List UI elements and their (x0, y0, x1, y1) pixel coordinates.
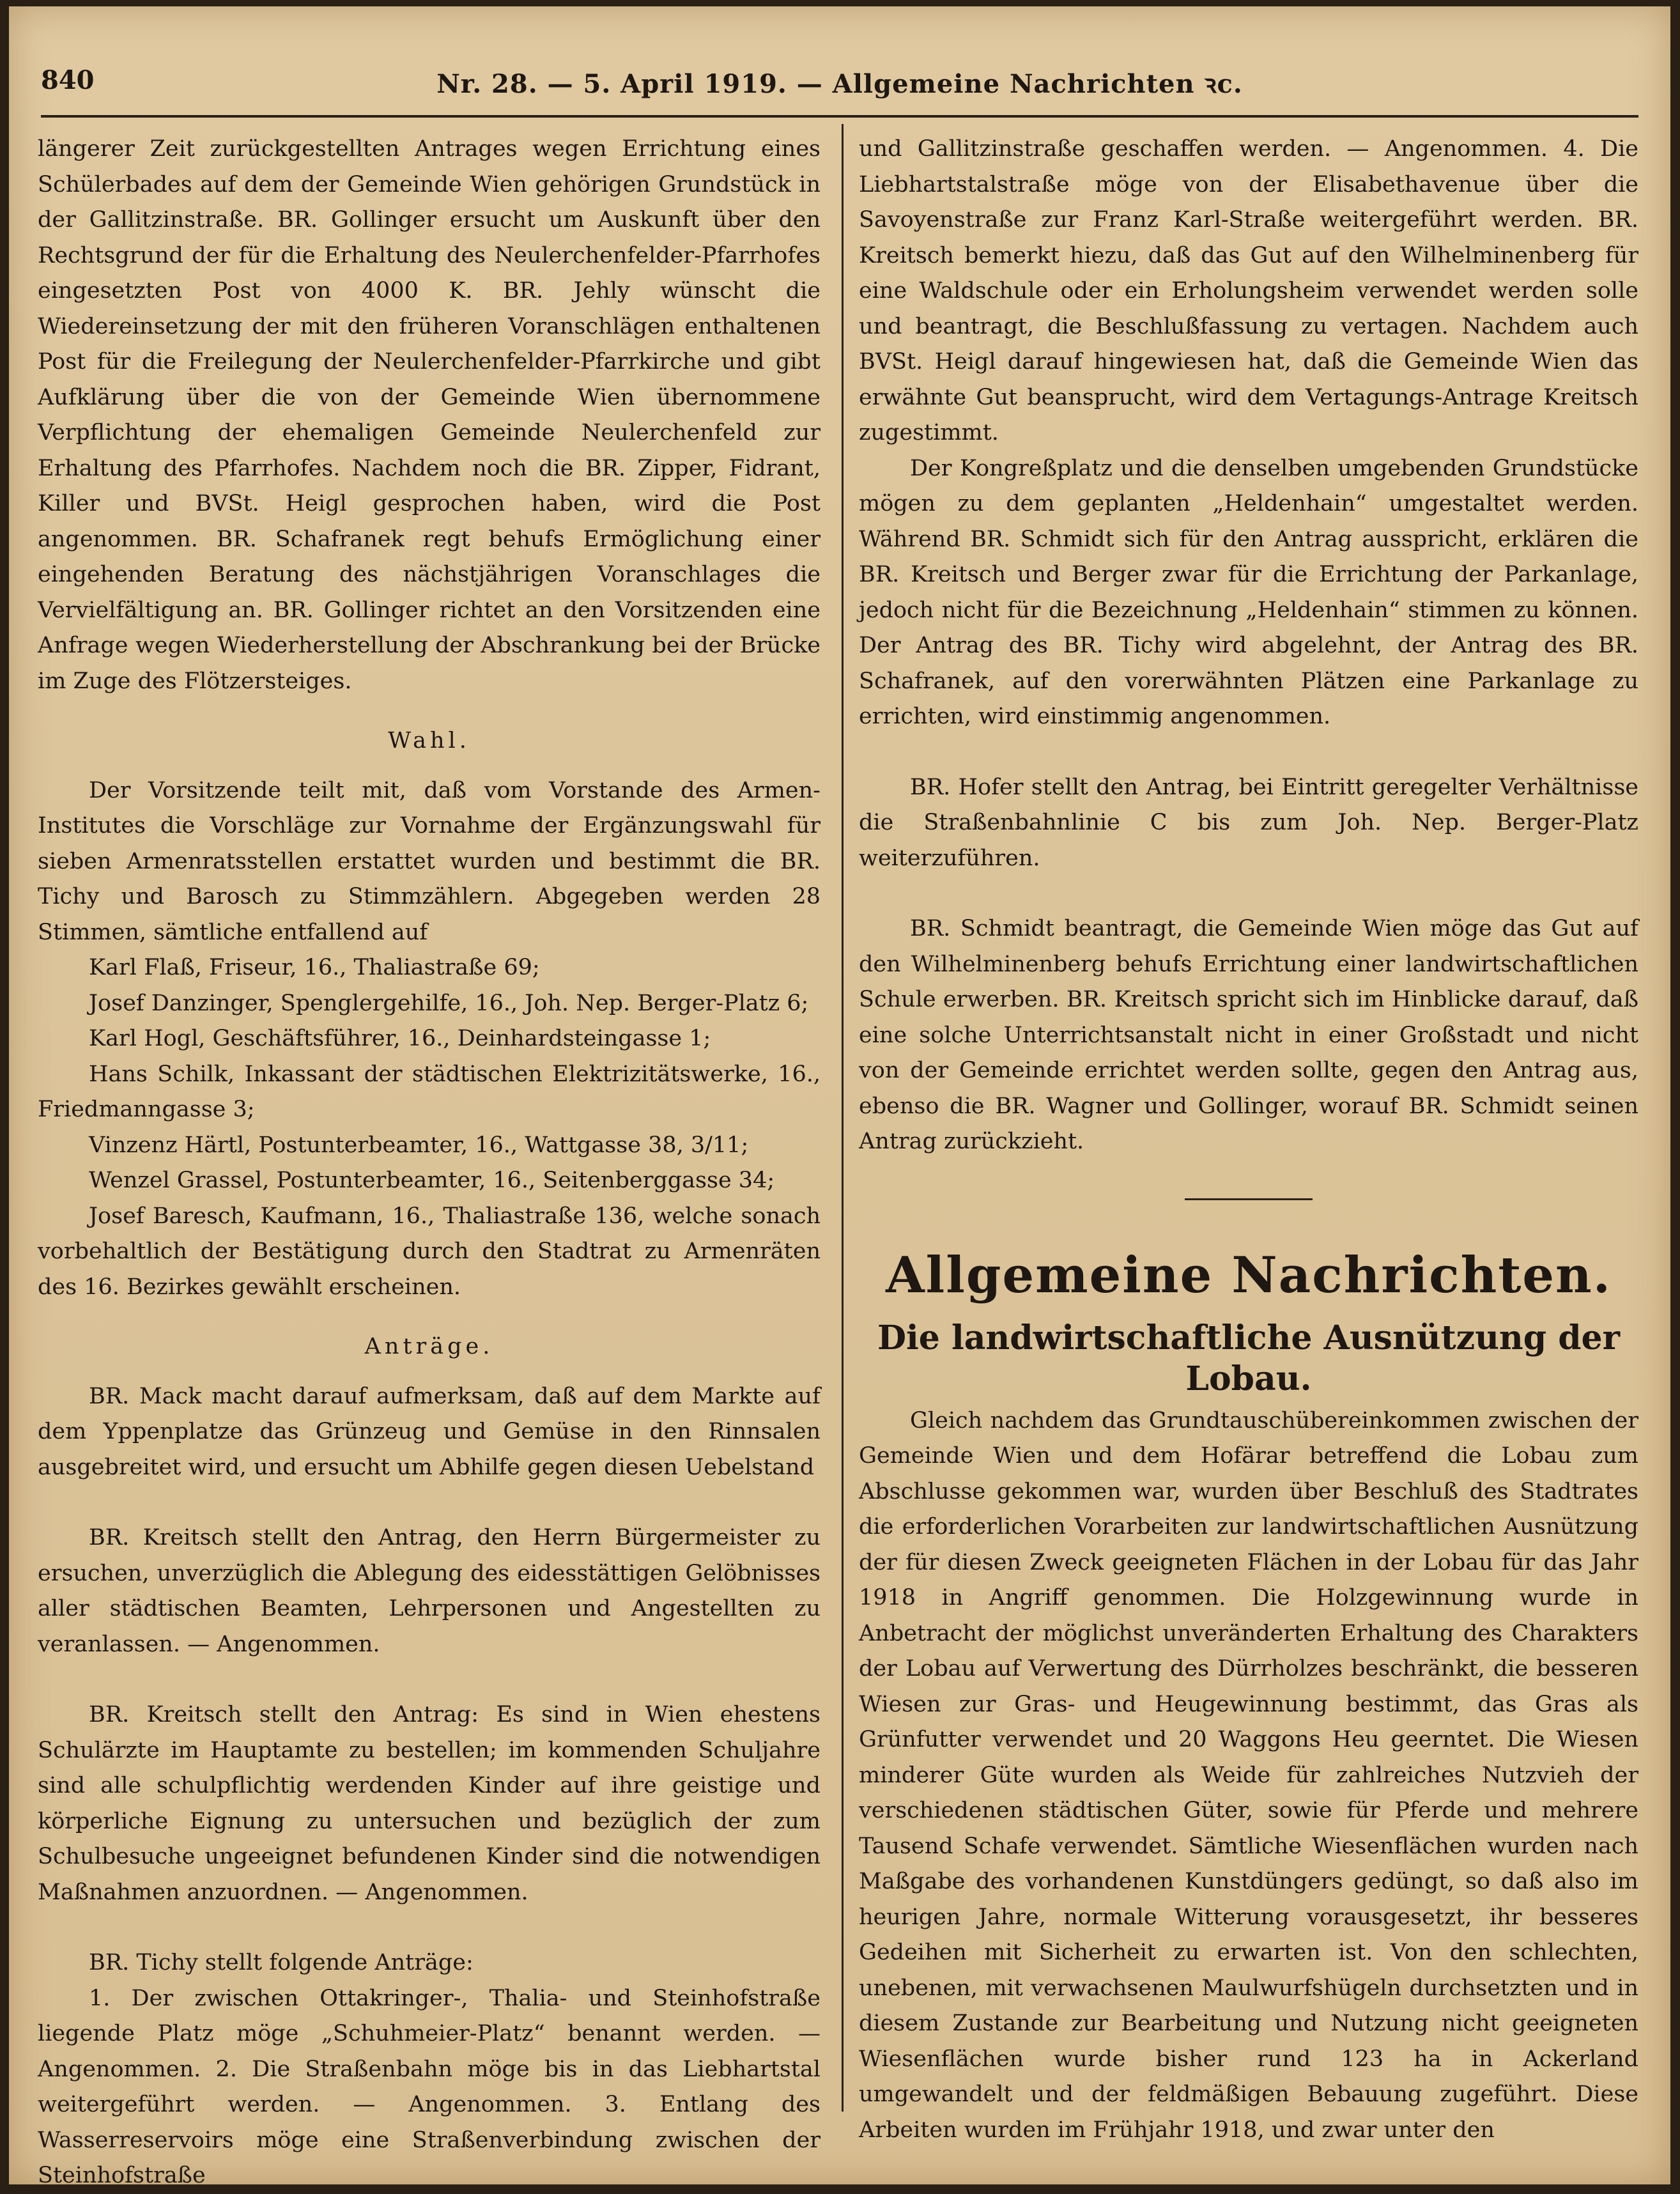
article-title: Die landwirtschaftliche Ausnützung der Lobau. (877, 1318, 1621, 1398)
paragraph: BR. Kreitsch stellt den Antrag: Es sind in Wien ehestens Schulärzte im Hauptamte zu bestellen; im kommenden Schuljahre sind alle schulpflichtig werdenden Kinder auf ihre geistige und körperliche Eignung zu untersuchen und bezüglich der zum Schulbesuche ungeeignet befundenen Kinder sind die notwendigen Maßnahmen anzuordnen. — Angenommen. (38, 1702, 821, 1905)
paragraph: BR. Kreitsch stellt den Antrag, den Herrn Bürgermeister zu ersuchen, unverzüglich die Ablegung des eidesstättigen Gelöbnisses aller städtischen Beamten, Lehrpersonen und Angestellten zu veranlassen. — Angenommen. (38, 1525, 821, 1657)
paragraph: BR. Schmidt beantragt, die Gemeinde Wien möge das Gut auf den Wilhelminenberg behufs Errichtung einer landwirtschaftlichen Schule erwerben. BR. Kreitsch spricht sich im Hinblicke darauf, daß eine solche Unterrichtsanstalt nicht in einer Großstadt und nicht von der Gemeinde errichtet werden sollte, gegen den Antrag aus, ebenso die BR. Wagner und Gollinger, worauf BR. Schmidt seinen Antrag zurückzieht. (859, 916, 1638, 1154)
list-item: Vinzenz Härtl, Postunterbeamter, 16., Wattgasse 38, 3/11; (89, 1132, 749, 1158)
paragraph: längerer Zeit zurückgestellten Antrages wegen Errichtung eines Schülerbades auf dem der Gemeinde Wien gehörigen Grundstück in der Gallitzinstraße. BR. Gollinger ersucht um Auskunft über den Rechtsgrund der für die Erhaltung des Neulerchenfelder-Pfarrhofes eingesetzten Post von 4000 K. BR. Jehly wünscht die Wiedereinsetzung der mit den früheren Voranschlägen enthaltenen Post für die Freilegung der Neulerchenfelder-Pfarrkirche und gibt Aufklärung über die von der Gemeinde Wien übernommene Verpflichtung der ehemaligen Gemeinde Neulerchenfeld zur Erhaltung des Pfarrhofes. Nachdem noch die BR. Zipper, Fidrant, Killer und BVSt. Heigl gesprochen haben, wird die Post angenommen. BR. Schafranek regt behufs Ermöglichung einer eingehenden Beratung des nächstjährigen Voranschlages die Vervielfältigung an. BR. Gollinger richtet an den Vorsitzenden eine Anfrage wegen Wiederherstellung der Abschrankung bei der Brücke im Zuge des Flötzersteiges. (38, 136, 821, 694)
paragraph: und Gallitzinstraße geschaffen werden. — Angenommen. 4. Die Liebhartstalstraße möge von der Elisabethavenue über die Savoyenstraße zur Franz Karl-Straße weitergeführt werden. BR. Kreitsch bemerkt hiezu, daß das Gut auf den Wilhelminenberg für eine Waldschule oder ein Erholungsheim verwendet werden solle und beantragt, die Beschlußfassung zu vertagen. Nachdem auch BVSt. Heigl darauf hingewiesen hat, daß die Gemeinde Wien das erwähnte Gut beansprucht, wird dem Vertagungs-Antrage Kreitsch zugestimmt. (859, 136, 1638, 445)
paragraph: 1. Der zwischen Ottakringer-, Thalia- und Steinhofstraße liegende Platz möge „Schuhmeier-Platz“ benannt werden. — Angenommen. 2. Die Straßenbahn möge bis in das Liebhartstal weitergeführt werden. — Angenommen. 3. Entlang des Wasserreservoirs möge eine Straßenverbindung zwischen der Steinhofstraße (38, 1985, 821, 2188)
left-column (38, 132, 821, 2194)
list-item: Karl Flaß, Friseur, 16., Thaliastraße 69; (89, 955, 540, 980)
list-item: Hans Schilk, Inkassant der städtischen Elektrizitätswerke, 16., Friedmanngasse 3; (38, 1061, 821, 1122)
paragraph: BR. Tichy stellt folgende Anträge: (89, 1950, 474, 1975)
section-heading-wahl: Wahl. (388, 728, 470, 753)
paragraph: Der Vorsitzende teilt mit, daß vom Vorstande des Armen-Institutes die Vorschläge zur Vornahme der Ergänzungswahl für sieben Armenratsstellen erstattet wurden und bestimmt die BR. Tichy und Barosch zu Stimmzählern. Abgegeben werden 28 Stimmen, sämtliche entfallend auf (38, 777, 821, 945)
page-header (41, 65, 1638, 104)
page-number: 840 (41, 65, 95, 95)
right-column (859, 132, 1638, 2148)
header-rule (41, 115, 1638, 118)
article-text: Gleich nachdem das Grundtauschübereinkommen zwischen der Gemeinde Wien und dem Hofärar betreffend die Lobau zum Abschlusse gekommen war, wurden über Beschluß des Stadtrates die erforderlichen Vorarbeiten zur landwirtschaftlichen Ausnützung der für diesen Zweck geeigneten Flächen in der Lobau für das Jahr 1918 in Angriff genommen. Die Holzgewinnung wurde in Anbetracht der möglichst unveränderten Erhaltung des Charakters der Lobau auf Verwertung des Dürrholzes beschränkt, die besseren Wiesen zur Gras- und Heugewinnung bestimmt, das Gras als Grünfutter verwendet und 20 Waggons Heu geerntet. Die Wiesen minderer Güte wurden als Weide für zahlreiches Nutzvieh der verschiedenen städtischen Güter, sowie für Pferde und mehrere Tausend Schafe verwendet. Sämtliche Wiesenflächen wurden nach Maßgabe des vorhandenen Kunstdüngers gedüngt, so daß also im heurigen Jahre, normale Witterung vorausgesetzt, ihr besseres Gedeihen mit Sicherheit zu erwarten ist. Von den schlechten, unebenen, mit verwachsenen Maulwurfshügeln durchsetzten und in diesem Zustande zur Bearbeitung und Nutzung nicht geeigneten Wiesenflächen wurde bisher rund 123 ha in Ackerland umgewandelt und der feldmäßigen Bebauung zugeführt. Diese Arbeiten wurden im Frühjahr 1918, und zwar unter den (859, 1407, 1638, 2143)
column-divider (842, 124, 844, 2112)
paragraph: BR. Hofer stellt den Antrag, bei Eintritt geregelter Verhältnisse die Straßenbahnlinie C bis zum Joh. Nep. Berger-Platz weiterzuführen. (859, 774, 1638, 871)
list-item: Josef Baresch, Kaufmann, 16., Thaliastraße 136, welche sonach vorbehaltlich der Bestätigung durch den Stadtrat zu Armenräten des 16. Bezirkes gewählt erscheinen. (38, 1203, 821, 1300)
section-title: Allgemeine Nachrichten. (886, 1246, 1612, 1304)
list-item: Wenzel Grassel, Postunterbeamter, 16., Seitenberggasse 34; (89, 1168, 775, 1193)
paragraph: BR. Mack macht darauf aufmerksam, daß auf dem Markte auf dem Yppenplatze das Grünzeug und Gemüse in den Rinnsalen ausgebreitet wird, und ersucht um Abhilfe gegen diesen Uebelstand (38, 1383, 821, 1480)
list-item: Karl Hogl, Geschäftsführer, 16., Deinhardsteingasse 1; (89, 1026, 711, 1051)
paragraph: Der Kongreßplatz und die denselben umgebenden Grundstücke mögen zu dem geplanten „Heldenhain“ umgestaltet werden. Während BR. Schmidt sich für den Antrag ausspricht, erklären die BR. Kreitsch und Berger zwar für die Errichtung der Parkanlage, jedoch nicht für die Bezeichnung „Heldenhain“ stimmen zu können. Der Antrag des BR. Tichy wird abgelehnt, der Antrag des BR. Schafranek, auf den vorerwähnten Plätzen eine Parkanlage zu errichten, wird einstimmig angenommen. (859, 455, 1638, 729)
section-divider (1185, 1198, 1313, 1200)
newspaper-page (9, 6, 1670, 2188)
section-heading-antraege: Anträge. (364, 1334, 494, 1359)
issue-line: Nr. 28. — 5. April 1919. — Allgemeine Nachrichten ꝛc. (436, 69, 1243, 99)
list-item: Josef Danzinger, Spenglergehilfe, 16., Joh. Nep. Berger-Platz 6; (89, 990, 809, 1016)
